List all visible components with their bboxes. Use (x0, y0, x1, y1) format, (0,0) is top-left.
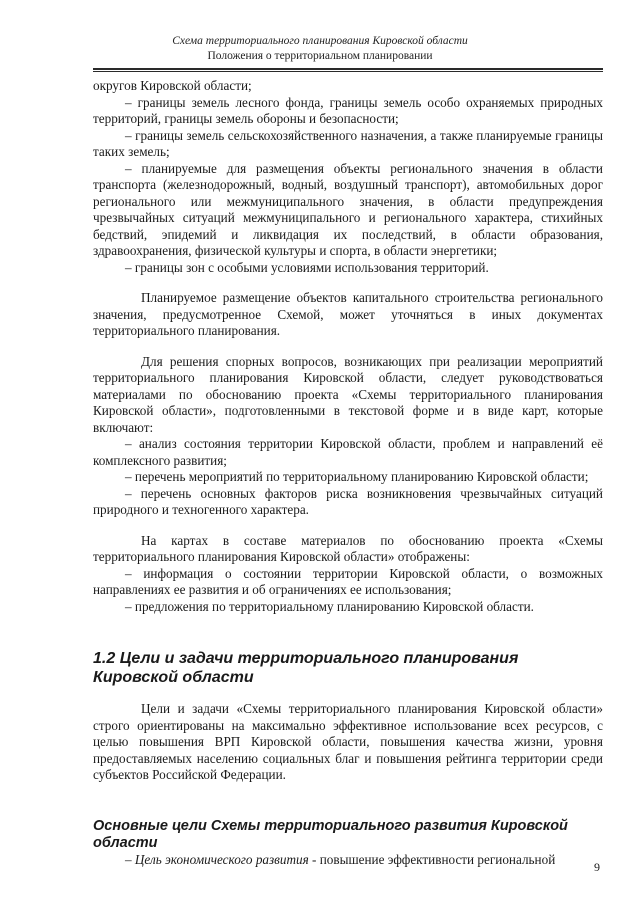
section-heading: 1.2 Цели и задачи территориального планирования Кировской области (93, 650, 519, 686)
goal-term: Цель экономического развития (134, 851, 309, 867)
header-subtitle: Положения о территориальном планировании (207, 50, 433, 62)
list-item: – границы зон с особыми условиями использования территорий. (125, 259, 489, 275)
list-item: – перечень основных факторов риска возникновения чрезвычайных ситуаций природного и техногенного характера. (93, 485, 603, 517)
list-item: – границы земель сельскохозяйственного назначения, а также планируемые границы таких земель; (93, 127, 603, 159)
paragraph: Цели и задачи «Схемы территориального планирования Кировской области» строго ориентированы на максимально эффективное использование всех ресурсов, с целью повышения ВРП Кировской области, повышения качества жизни, уровня предоставляемых населению социальных благ и повышения рейтинга территории среди субъектов Российской Федерации. (93, 701, 603, 782)
list-item: – анализ состояния территории Кировской области, проблем и направлений её комплексного развития; (93, 436, 603, 468)
list-item: – перечень мероприятий по территориальному планированию Кировской области; (125, 469, 589, 484)
paragraph: округов Кировской области; (93, 78, 252, 93)
list-item: – предложения по территориальному планированию Кировской области. (125, 598, 534, 614)
list-item (93, 852, 603, 869)
paragraph: Планируемое размещение объектов капитального строительства регионального значения, предусмотренное Схемой, может уточняться в иных документах территориального планирования. (93, 290, 603, 338)
header-title: Схема территориального планирования Кировской области (172, 35, 468, 47)
page-number: 9 (594, 860, 600, 874)
body-text (93, 78, 603, 868)
running-header (0, 34, 640, 64)
list-item: – границы земель лесного фонда, границы земель особо охраняемых природных территорий, границы земель обороны и безопасности; (93, 94, 603, 126)
goal-description: - повышение эффективности региональной (308, 851, 556, 867)
paragraph: На картах в составе материалов по обоснованию проекта «Схемы территориального планирования Кировской области» отображены: (93, 532, 603, 564)
header-rule-thin (93, 71, 603, 72)
list-item: – информация о состоянии территории Кировской области, о возможных направлениях ее развития и об ограничениях ее использования; (93, 565, 603, 597)
header-rule-thick (93, 68, 603, 70)
list-item: – планируемые для размещения объекты регионального значения в области транспорта (железнодорожный, водный, воздушный транспорт), автомобильных дорог регионального или межмуниципального значения, в области предупреждения чрезвычайных ситуаций межмуниципального и регионального характера, стихийных бедствий, эпидемий и ликвидация их последствий, в области образования, здравоохранения, физической культуры и спорта, в области энергетики; (93, 160, 603, 258)
paragraph: Для решения спорных вопросов, возникающих при реализации мероприятий территориального планирования Кировской области, следует руководствоваться материалами по обоснованию проекта «Схемы территориального планирования Кировской области», подготовленными в текстовой форме и в виде карт, которые включают: (93, 353, 603, 435)
list-dash: – (125, 851, 135, 867)
subsection-heading: Основные цели Схемы территориального развития Кировской области (93, 817, 568, 851)
